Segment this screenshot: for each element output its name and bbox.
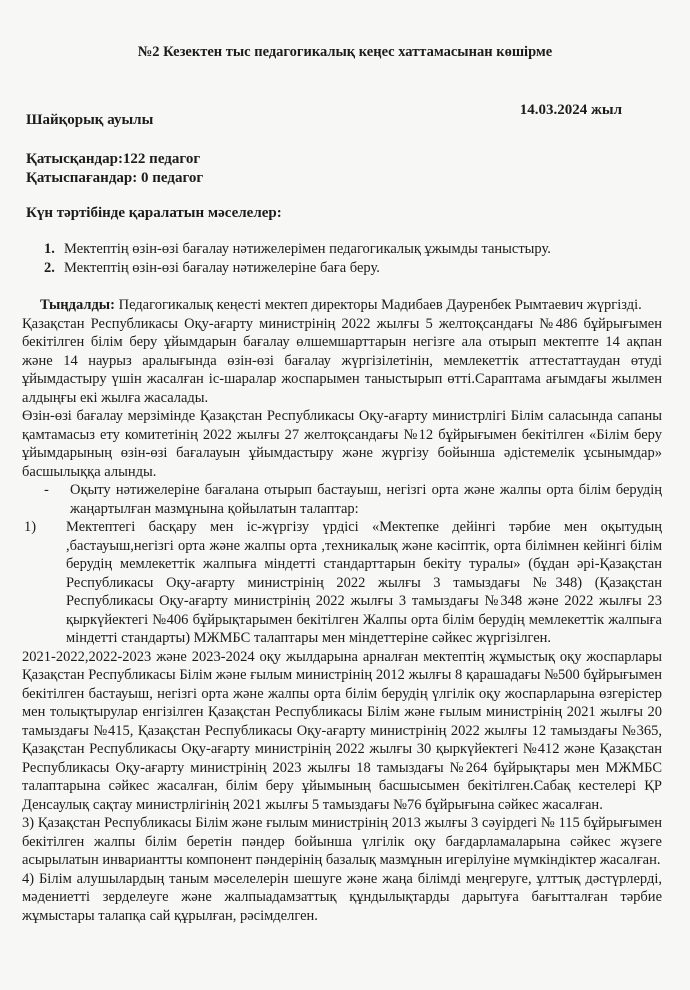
paragraph-4: 3) Қазақстан Республикасы Білім және ғылым министрінің 2013 жылғы 3 сәуірдегі № 115 бұйрығымен бекітілген жалпы білім беретін пәндер бойынша үлгілік оқу бағдарламаларына сәйкес жүзеге асырылатын инвариантты компонент пәндерінің базалық мазмұнын игерілуіне мүмкіндіктер жасалған. <box>22 815 662 868</box>
agenda-item-text: Мектептің өзін-өзі бағалау нәтижелерімен педагогикалық ұжымды таныстыру. <box>64 241 551 257</box>
agenda-item <box>44 259 551 278</box>
minutes-body <box>22 296 662 925</box>
agenda-item <box>44 240 551 259</box>
agenda-item-text: Мектептің өзін-өзі бағалау нәтижелеріне баға беру. <box>64 260 380 276</box>
agenda-item-number: 2. <box>44 260 55 276</box>
sub-item-text: Мектептегі басқару мен іс-жүргізу үрдісі «Мектепке дейінгі тәрбие мен оқытудың ,бастауыш,негізгі орта және жалпы орта ,техникалық және кәсіптік, орта білімнен кейінгі білім берудің мемлекеттік жалпыға міндетті стандарттарын бекіту туралы» (бұдан әрі-Қазақстан Республикасы Оқу-ағарту министрінің 2022 жылғы 3 тамыздағы №348) (Қазақстан Республикасы Оқу-ағарту министрінің 2022 жылғы 3 тамыздағы №348 және 2022 жылғы 23 қыркүйектегі №406 бұйрықтарымен бекітілген Жалпы орта білім берудің мемлекеттік жалпыға міндетті стандарты) МЖМБС талаптары мен міндеттеріне сәйкес жүргізілген. <box>66 519 662 646</box>
agenda-heading: Күн тәртібінде қаралатын мәселелер: <box>26 205 282 221</box>
paragraph-3: 2021-2022,2022-2023 және 2023-2024 оқу жылдарына арналған мектептің жұмыстық оқу жоспарлары Қазақстан Республикасы Білім және ғылым министрінің 2012 жылғы 8 қарашадағы №500 бұйрығымен бекітілген бастауыш, негізгі орта және жалпы орта білім берудің үлгілік оқу жоспарларына өзгерістер мен толықтырулар енгізілген Қазақстан Республикасы Білім және ғылым министрінің 2021 жылғы 20 тамыздағы №415, Қазақстан Республикасы Оқу-ағарту министрінің 2022 жылғы 12 тамыздағы №365, Қазақстан Республикасы Оқу-ағарту министрінің 2022 жылғы 30 қыркүйектегі №412 және Қазақстан Республикасы Оқу-ағарту министрінің 2023 жылғы 18 тамыздағы №264 бұйрықтары мен МЖМБС талаптарына сәйкес жасалған, білім беру ұйымының басшысымен бекітілген.Сабақ кестелері ҚР Денсаулық сақтау министрлігінің 2021 жылғы 5 тамыздағы №76 бұйрығына сәйкес жасалған. <box>22 648 662 813</box>
paragraph-5: 4) Білім алушылардың таным мәселелерін шешуге және жаңа білімді меңгеруге, ұлттық дәстүрлерді, мәдениетті зерделеуге және жалпыадамзаттық құндылықтарды дарытуға бағытталған тәрбие жұмыстары талапқа сай құрылған, рәсімделген. <box>22 870 662 924</box>
numbered-sub-item <box>24 518 662 648</box>
agenda-list <box>44 240 551 278</box>
listened-paragraph <box>22 296 662 315</box>
dash-mark: - <box>44 482 49 498</box>
present-count: Қатысқандар:122 педагог <box>26 151 201 167</box>
listened-text: Педагогикалық кеңесті мектеп директоры Мадибаев Дауренбек Рымтаевич жүргізді. <box>114 297 642 313</box>
paragraph-2: Өзін-өзі бағалау мерзімінде Қазақстан Республикасы Оқу-ағарту министрлігі Білім саласында сапаны қамтамасыз ету комитетінің 2022 жылғы 27 желтоқсандағы №12 бұйрығымен бекітілген «Білім беру ұйымдарының өзін-өзі бағалауын ұйымдастыру және жүргізу бойынша әдістемелік ұсынымдар» басшылыққа алынды. <box>22 408 662 480</box>
absent-count: Қатыспағандар: 0 педагог <box>26 170 204 186</box>
listened-label: Тыңдалды: <box>40 297 115 313</box>
dash-item-text: Оқыту нәтижелеріне бағалана отырып бастауыш, негізгі орта және жалпы орта білім берудің жаңартылған мазмұнына қойылатын талаптар: <box>70 482 662 517</box>
village-name: Шайқорық ауылы <box>26 112 154 128</box>
sub-item-number: 1) <box>24 519 37 535</box>
paragraph-1: Қазақстан Республикасы Оқу-ағарту министрінің 2022 жылғы 5 желтоқсандағы №486 бұйрығымен бекітілген білім беру ұйымдарын бағалау өлшемшарттарын негізге ала отырып мектепте 14 ақпан және 14 наурыз аралығында өзін-өзі бағалау жүргізілетінін, мемлекеттік аттестаттаудан өтуді ұйымдастыру үшін жасалған іс-шаралар жоспарымен таныстырып өтті.Сараптама ағымдағы жылмен алдыңғы екі жылға жасалады. <box>22 315 662 406</box>
attendance-block <box>26 150 203 188</box>
dash-list-item <box>44 481 662 518</box>
document-date: 14.03.2024 жыл <box>519 102 622 118</box>
document-title: №2 Кезектен тыс педагогикалық кеңес хаттамасынан көшірме <box>137 44 553 60</box>
agenda-item-number: 1. <box>44 241 55 257</box>
